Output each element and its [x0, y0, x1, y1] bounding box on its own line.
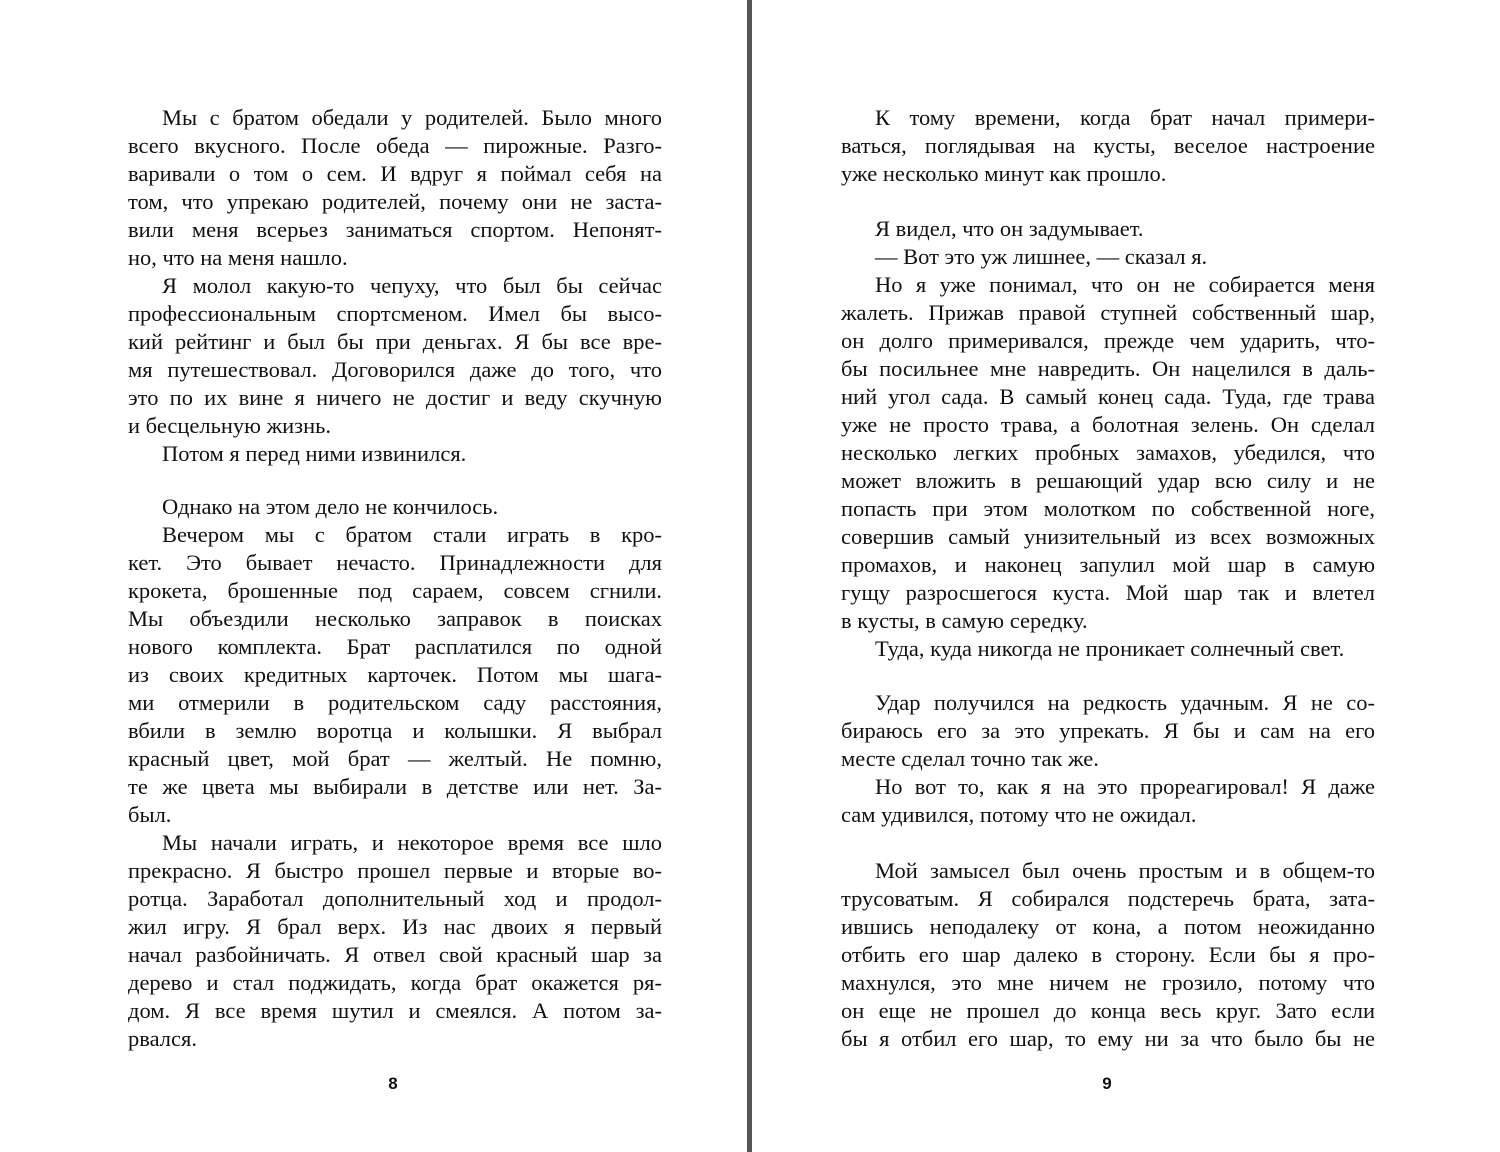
text-line: из своих кредитных карточек. Потом мы шага- [128, 662, 662, 687]
text-line: Мой замысел был очень простым и в общем-то [875, 858, 1375, 883]
right-text-block-3 [841, 689, 1375, 829]
text-line: всего вкусного. После обеда — пирожные. Разго- [128, 133, 662, 158]
text-line: может вложить в решающий удар всю силу и не [841, 468, 1375, 493]
left-page [0, 0, 747, 1152]
text-line: начал разбойничать. Я отвел свой красный шар за [128, 942, 662, 967]
right-text-block-2 [841, 215, 1375, 663]
text-line: варивали о том о сем. И вдруг я поймал себя на [128, 161, 662, 186]
page-number: 8 [388, 1074, 398, 1093]
book-spine-divider [747, 0, 752, 1152]
text-line: Однако на этом дело не кончилось. [162, 494, 499, 519]
text-line: Потом я перед ними извинился. [162, 441, 467, 466]
text-line: совершив самый унизительный из всех возможных [841, 524, 1375, 549]
text-line: Мы объездили несколько заправок в поисках [128, 606, 662, 631]
text-line: уже несколько минут как прошло. [841, 161, 1167, 186]
text-line: Я молол какую-то чепуху, что был бы сейчас [162, 273, 662, 298]
text-line: рвался. [128, 1026, 197, 1051]
text-line: промахов, и наконец запулил мой шар в самую [841, 552, 1375, 577]
text-line: профессиональным спортсменом. Имел бы высо- [128, 301, 662, 326]
text-line: махнулся, это мне ничем не грозило, потому что [841, 970, 1375, 995]
text-line: К тому времени, когда брат начал примери- [875, 105, 1375, 130]
text-line: жил игру. Я брал верх. Из нас двоих я первый [128, 914, 662, 939]
text-line: ний угол сада. В самый конец сада. Туда, где трава [841, 384, 1375, 409]
text-line: ми отмерили в родительском саду расстояния, [128, 690, 662, 715]
text-line: дом. Я все время шутил и смеялся. А потом за- [128, 998, 662, 1023]
right-page [753, 0, 1500, 1152]
text-line: он еще не прошел до конца весь круг. Зато если [841, 998, 1375, 1023]
text-line: несколько легких пробных замахов, убедился, что [841, 440, 1375, 465]
text-line: прекрасно. Я быстро прошел первые и вторые во- [128, 858, 662, 883]
text-line: кий рейтинг и был бы при деньгах. Я бы все вре- [128, 329, 662, 354]
text-line: те же цвета мы выбирали в детстве или нет. За- [128, 774, 662, 799]
text-line: Удар получился на редкость удачным. Я не со- [875, 690, 1375, 715]
text-line: Мы начали играть, и некоторое время все шло [162, 830, 662, 855]
text-line: вбили в землю воротца и колышки. Я выбрал [128, 718, 662, 743]
text-line: уже не просто трава, а болотная зелень. Он сделал [841, 412, 1375, 437]
text-line: — Вот это уж лишнее, — сказал я. [875, 244, 1208, 269]
text-line: крокета, брошенные под сараем, совсем сгнили. [128, 578, 662, 603]
text-line: бираюсь его за это упрекать. Я бы и сам на его [841, 718, 1375, 743]
text-line: он долго примеривался, прежде чем ударить, что- [841, 328, 1375, 353]
text-line: ившись неподалеку от кона, а потом неожиданно [841, 914, 1375, 939]
text-line: жалеть. Прижав правой ступней собственный шар, [841, 300, 1375, 325]
text-line: Вечером мы с братом стали играть в кро- [162, 522, 662, 547]
right-text-block-1 [841, 104, 1375, 188]
text-line: был. [128, 802, 172, 827]
text-line: бы посильнее мне навредить. Он нацелился в даль- [841, 356, 1375, 381]
text-line: нового комплекта. Брат расплатился по одной [128, 634, 662, 659]
text-line: в кусты, в самую середку. [841, 608, 1088, 633]
text-line: трусоватым. Я собирался подстеречь брата, зата- [841, 886, 1375, 911]
text-line: ротца. Заработал дополнительный ход и продол- [128, 886, 662, 911]
text-line: вили меня всерьез заниматься спортом. Непонят- [128, 217, 662, 242]
text-line: Но я уже понимал, что он не собирается меня [875, 272, 1375, 297]
text-line: и бесцельную жизнь. [128, 413, 331, 438]
left-text-block-1 [128, 104, 662, 468]
text-line: ваться, поглядывая на кусты, веселое настроение [841, 133, 1375, 158]
right-text-block-4 [841, 857, 1375, 1053]
text-line: гущу разросшегося куста. Мой шар так и влетел [841, 580, 1375, 605]
text-line: это по их вине я ничего не достиг и веду скучную [128, 385, 662, 410]
text-line: дерево и стал поджидать, когда брат окажется ря- [128, 970, 662, 995]
text-line: кет. Это бывает нечасто. Принадлежности для [128, 550, 662, 575]
text-line: Я видел, что он задумывает. [875, 216, 1144, 241]
text-line: но, что на меня нашло. [128, 245, 348, 270]
text-line: красный цвет, мой брат — желтый. Не помню, [128, 746, 662, 771]
page-number: 9 [1102, 1074, 1112, 1093]
text-line: том, что упрекаю родителей, почему они не заста- [128, 189, 662, 214]
text-line: сам удивился, потому что не ожидал. [841, 802, 1197, 827]
text-line: попасть при этом молотком по собственной ноге, [841, 496, 1375, 521]
text-line: Мы с братом обедали у родителей. Было много [162, 105, 662, 130]
text-line: месте сделал точно так же. [841, 746, 1099, 771]
text-line: Туда, куда никогда не проникает солнечный свет. [875, 636, 1345, 661]
left-text-block-2 [128, 493, 662, 1053]
text-line: бы я отбил его шар, то ему ни за что было бы не [841, 1026, 1375, 1051]
text-line: мя путешествовал. Договорился даже до того, что [128, 357, 662, 382]
text-line: отбить его шар далеко в сторону. Если бы я про- [841, 942, 1375, 967]
text-line: Но вот то, как я на это прореагировал! Я даже [875, 774, 1375, 799]
